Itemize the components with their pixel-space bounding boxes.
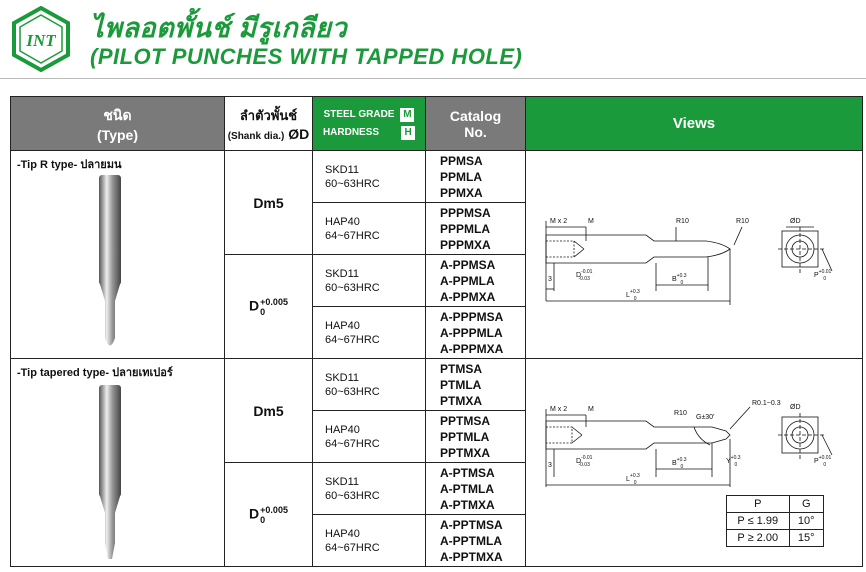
catalog-cell: PTMSA PTMLA PTMXA [426,359,526,411]
dia-d-tol: D +0.005 0 [225,463,313,567]
grade-cell: HAP40 64~67HRC [313,515,426,567]
col-grade: STEEL GRADE M HARDNESS H [313,97,426,151]
label-r10a: R10 [676,218,689,225]
grade-cell: HAP40 64~67HRC [313,307,426,359]
catalog-cell: A-PPMSA A-PPMLA A-PPMXA [426,255,526,307]
dia-dm5: Dm5 [225,359,313,463]
type-tip-tapered: -Tip tapered type- ปลายเทเปอร์ [11,359,225,567]
label-od: ØD [790,404,801,411]
title-divider [0,78,866,79]
col-views: Views [526,97,863,151]
logo-text: INT [26,31,56,50]
grade-cell: SKD11 60~63HRC [313,255,426,307]
grade-cell: SKD11 60~63HRC [313,463,426,515]
label-d-tol: $D^{-0.01}$ -0.03 [576,455,593,468]
label-m: M [588,218,594,225]
catalog-cell: A-PPTMSA A-PPTMLA A-PPTMXA [426,515,526,567]
type-tip-r: -Tip R type- ปลายมน [11,151,225,359]
label-g30: G±30' [696,414,715,421]
p-g-table: P G P ≤ 1.99 10° P ≥ 2.00 15° [726,495,824,547]
table-row [11,151,863,203]
grade-cell: SKD11 60~63HRC [313,151,426,203]
label-l-tol: $L^{+0.3}$ 0 [626,473,640,486]
grade-cell: HAP40 64~67HRC [313,411,426,463]
label-l-tol: $L^{+0.3}$ 0 [626,289,640,302]
catalog-cell: PPPMSA PPPMLA PPPMXA [426,203,526,255]
table-row [11,359,863,411]
product-table [10,96,863,567]
label-od: ØD [790,218,801,225]
page-title-thai: ไพลอตพั้นช์ มีรูเกลียว [90,13,348,43]
label-d-tol: $D^{-0.01}$ -0.03 [576,269,593,282]
col-catalog: Catalog No. [426,97,526,151]
label-mx2: M x 2 [550,218,568,225]
dia-dm5: Dm5 [225,151,313,255]
label-b-tol: $B^{+0.3}$ 0 [672,457,687,470]
grade-cell: SKD11 60~63HRC [313,359,426,411]
label-3: 3 [548,276,552,283]
label-y-tol: $Y^{+0.3}$ 0 [726,455,741,468]
catalog-cell: A-PPPMSA A-PPPMLA A-PPPMXA [426,307,526,359]
page-title-english: (PILOT PUNCHES WITH TAPPED HOLE) [90,44,523,69]
view-tip-tapered [526,359,863,567]
catalog-cell: PPTMSA PPTMLA PPTMXA [426,411,526,463]
tip-tapered-pin-image [91,383,131,563]
int-logo [8,6,74,72]
catalog-cell: A-PTMSA A-PTMLA A-PTMXA [426,463,526,515]
label-r10b: R10 [736,218,749,225]
col-shank: ลำตัวพั้นช์ (Shank dia.) ØD [225,97,313,151]
label-r01: R0.1~0.3 [752,400,781,407]
header-row [11,97,863,151]
label-p-tol: $P^{+0.01}$ 0 [814,455,832,468]
label-b-tol: $B^{+0.3}$ 0 [672,273,687,286]
label-mx2: M x 2 [550,406,568,413]
catalog-cell: PPMSA PPMLA PPMXA [426,151,526,203]
tip-r-pin-image [91,173,131,353]
tip-r-drawing [526,151,863,357]
dia-d-tol: D +0.005 0 [225,255,313,359]
label-r10: R10 [674,410,687,417]
col-type: ชนิด (Type) [11,97,225,151]
label-3: 3 [548,462,552,469]
view-tip-r [526,151,863,359]
label-m: M [588,406,594,413]
grade-cell: HAP40 64~67HRC [313,203,426,255]
label-p-tol: $P^{+0.01}$ 0 [814,269,832,282]
